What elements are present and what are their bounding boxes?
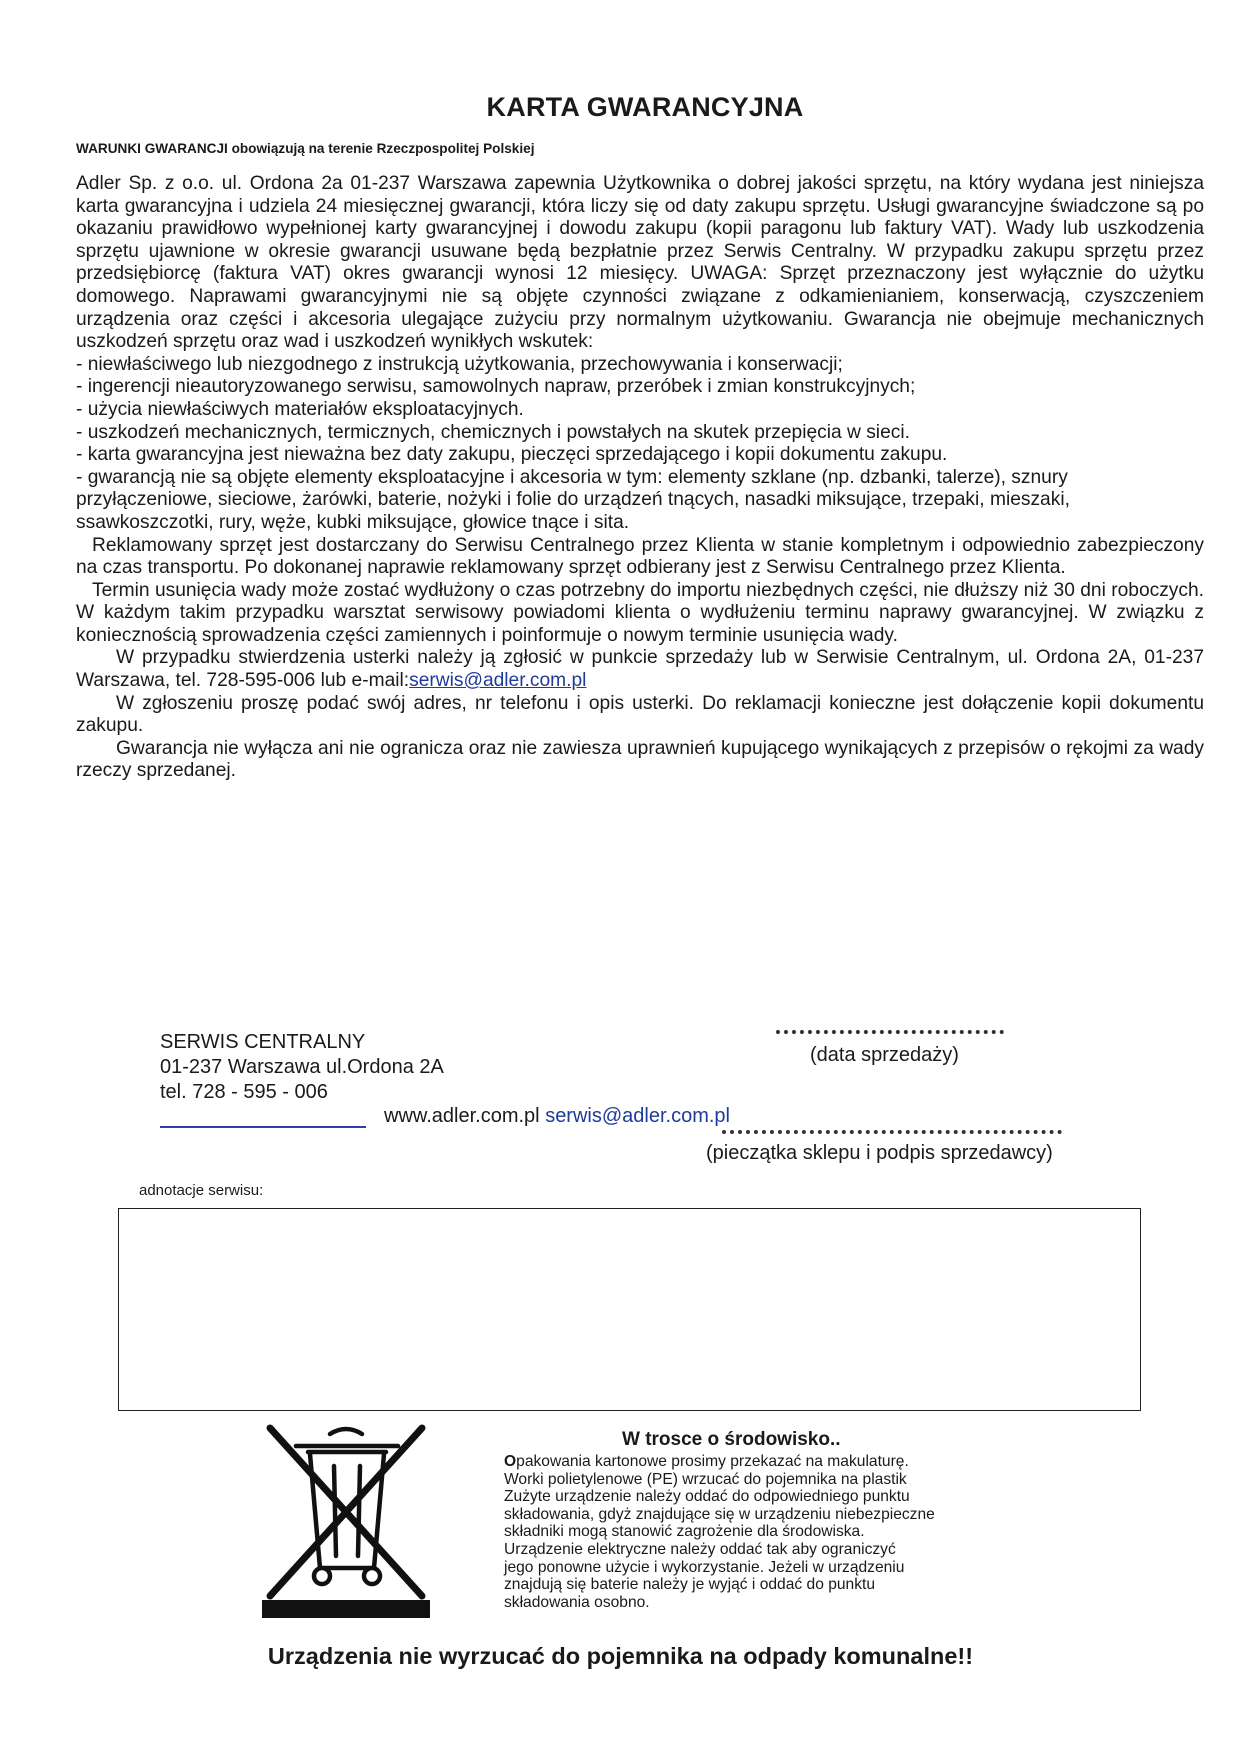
service-contact [160, 1030, 444, 1105]
service-email-link[interactable]: serwis@adler.com.pl [409, 670, 587, 692]
crossed-bin-icon [262, 1420, 430, 1618]
report-text: W przypadku stwierdzenia usterki należy ją zgłosić w punkcie sprzedaży lub w Serwisie Centralnym, ul. Ordona 2A, 01-237 Warszawa, tel. 728-595-006 lub e-mail: [76, 647, 1204, 692]
terms-list-item: - użycia niewłaściwych materiałów eksploatacyjnych. [76, 398, 524, 420]
stamp-signature-line [722, 1130, 1062, 1134]
terms-paragraph-report [76, 647, 1204, 692]
eco-line: Urządzenie elektryczne należy oddać tak aby ograniczyć [504, 1540, 896, 1558]
service-address: 01-237 Warszawa ul.Ordona 2A [160, 1056, 444, 1078]
eco-line: składniki mogą stanowić zagrożenie dla środowiska. [504, 1523, 865, 1541]
terms-list-item: - niewłaściwego lub niezgodnego z instrukcją użytkowania, przechowywania i konserwacji; [76, 353, 843, 375]
eco-line: Worki polietylenowe (PE) wrzucać do pojemnika na plastik [504, 1470, 907, 1488]
service-notes-box [118, 1208, 1141, 1411]
terms-list-item: - gwarancją nie są objęte elementy eksploatacyjne i akcesoria w tym: elementy szklane (np. dzbanki, talerze), sznury przyłączeniowe, sieciowe, żarówki, baterie, nożyki i folie do urządzeń tnących, nasadki miksujące, trzepaki, mieszaki, ssawkoszczotki, rury, węże, kubki miksujące, głowice tnące i sita. [76, 466, 1070, 533]
eco-info [504, 1453, 1024, 1611]
eco-line: składowania, gdyż znajdujące się w urządzeniu niebezpieczne [504, 1505, 935, 1523]
eco-first-letter: O [504, 1453, 517, 1470]
eco-line: składowania osobno. [504, 1593, 650, 1611]
eco-line [504, 1453, 1024, 1471]
terms-paragraph-delivery: Reklamowany sprzęt jest dostarczany do Serwisu Centralnego przez Klienta w stanie kompletnym i odpowiednio zabezpieczony na czas transportu. Po dokonanej naprawie reklamowany sprzęt odbierany jest z Serwisu Centralnego przez Klienta. [76, 534, 1204, 579]
service-notes-label: adnotacje serwisu: [139, 1182, 264, 1199]
terms-list-item: - ingerencji nieautoryzowanego serwisu, samowolnych napraw, przeróbek i zmian konstrukcyjnych; [76, 376, 916, 398]
eco-line-text: pakowania kartonowe prosimy przekazać na makulaturę. [516, 1453, 909, 1470]
service-email[interactable]: serwis@adler.com.pl [545, 1105, 730, 1127]
sale-date-line [776, 1030, 1004, 1034]
warranty-conditions-heading: WARUNKI GWARANCJI obowiązują na terenie Rzeczpospolitej Polskiej [76, 141, 535, 156]
eco-line: znajdują się baterie należy je wyjąć i oddać do punktu [504, 1576, 876, 1594]
terms-paragraph-claim: W zgłoszeniu proszę podać swój adres, nr telefonu i opis usterki. Do reklamacji konieczne jest dołączenie kopii dokumentu zakupu. [76, 692, 1204, 737]
service-web-contact [384, 1105, 730, 1128]
page-title: KARTA GWARANCYJNA [486, 92, 804, 122]
eco-title: W trosce o środowisko.. [622, 1429, 841, 1450]
warranty-terms [76, 173, 1204, 783]
terms-list-item: - uszkodzeń mechanicznych, termicznych, chemicznych i powstałych na skutek przepięcia w sieci. [76, 421, 910, 443]
stamp-signature-label: (pieczątka sklepu i podpis sprzedawcy) [706, 1142, 1053, 1164]
sale-date-label: (data sprzedaży) [810, 1044, 959, 1066]
terms-paragraph-intro: Adler Sp. z o.o. ul. Ordona 2a 01-237 Warszawa zapewnia Użytkownika o dobrej jakości sprzętu, na który wydana jest niniejsza karta gwarancyjna i udziela 24 miesięcznej gwarancji, która liczy się od daty zakupu sprzętu. Usługi gwarancyjne świadczone są po okazaniu prawidłowo wypełnionej karty gwarancyjnej i dowodu zakupu (kopii paragonu lub faktury VAT). Wady lub uszkodzenia sprzętu ujawnione w okresie gwarancji usuwane będą bezpłatnie przez Serwis Centralny. W przypadku zakupu sprzętu przez przedsiębiorcę (faktura VAT) okres gwarancji wynosi 12 miesięcy. UWAGA: Sprzęt przeznaczony jest wyłącznie do użytku domowego. Naprawami gwarancyjnymi nie są objęte czynności związane z odkamienianiem, konserwacją, czyszczeniem urządzenia oraz części i akcesoria ulegające zużyciu przy normalnym użytkowaniu. Gwarancja nie obejmuje mechanicznych uszkodzeń sprzętu oraz wad i uszkodzeń wynikłych wskutek: [76, 173, 1204, 353]
terms-paragraph-statutory: Gwarancja nie wyłącza ani nie ogranicza oraz nie zawiesza uprawnień kupującego wynikających z przepisów o rękojmi za wady rzeczy sprzedanej. [76, 737, 1204, 782]
eco-line: Zużyte urządzenie należy oddać do odpowiedniego punktu [504, 1488, 910, 1506]
disposal-warning: Urządzenia nie wyrzucać do pojemnika na odpady komunalne!! [267, 1643, 974, 1669]
terms-paragraph-deadline: Termin usunięcia wady może zostać wydłużony o czas potrzebny do importu niezbędnych części, nie dłuższy niż 30 dni roboczych. W każdym takim przypadku warsztat serwisowy powiadomi klienta o wydłużeniu terminu naprawy gwarancyjnej. W związku z koniecznością sprowadzenia części zamiennych i poinformuje o nowym terminie usunięcia wady. [76, 579, 1204, 646]
website-link[interactable]: www.adler.com.pl [384, 1105, 540, 1127]
service-phone: tel. 728 - 595 - 006 [160, 1081, 328, 1103]
divider [160, 1126, 366, 1128]
eco-line: jego ponowne użycie i wykorzystanie. Jeżeli w urządzeniu [504, 1558, 905, 1576]
service-name: SERWIS CENTRALNY [160, 1031, 366, 1053]
terms-list-item: - karta gwarancyjna jest nieważna bez daty zakupu, pieczęci sprzedającego i kopii dokumentu zakupu. [76, 444, 948, 466]
